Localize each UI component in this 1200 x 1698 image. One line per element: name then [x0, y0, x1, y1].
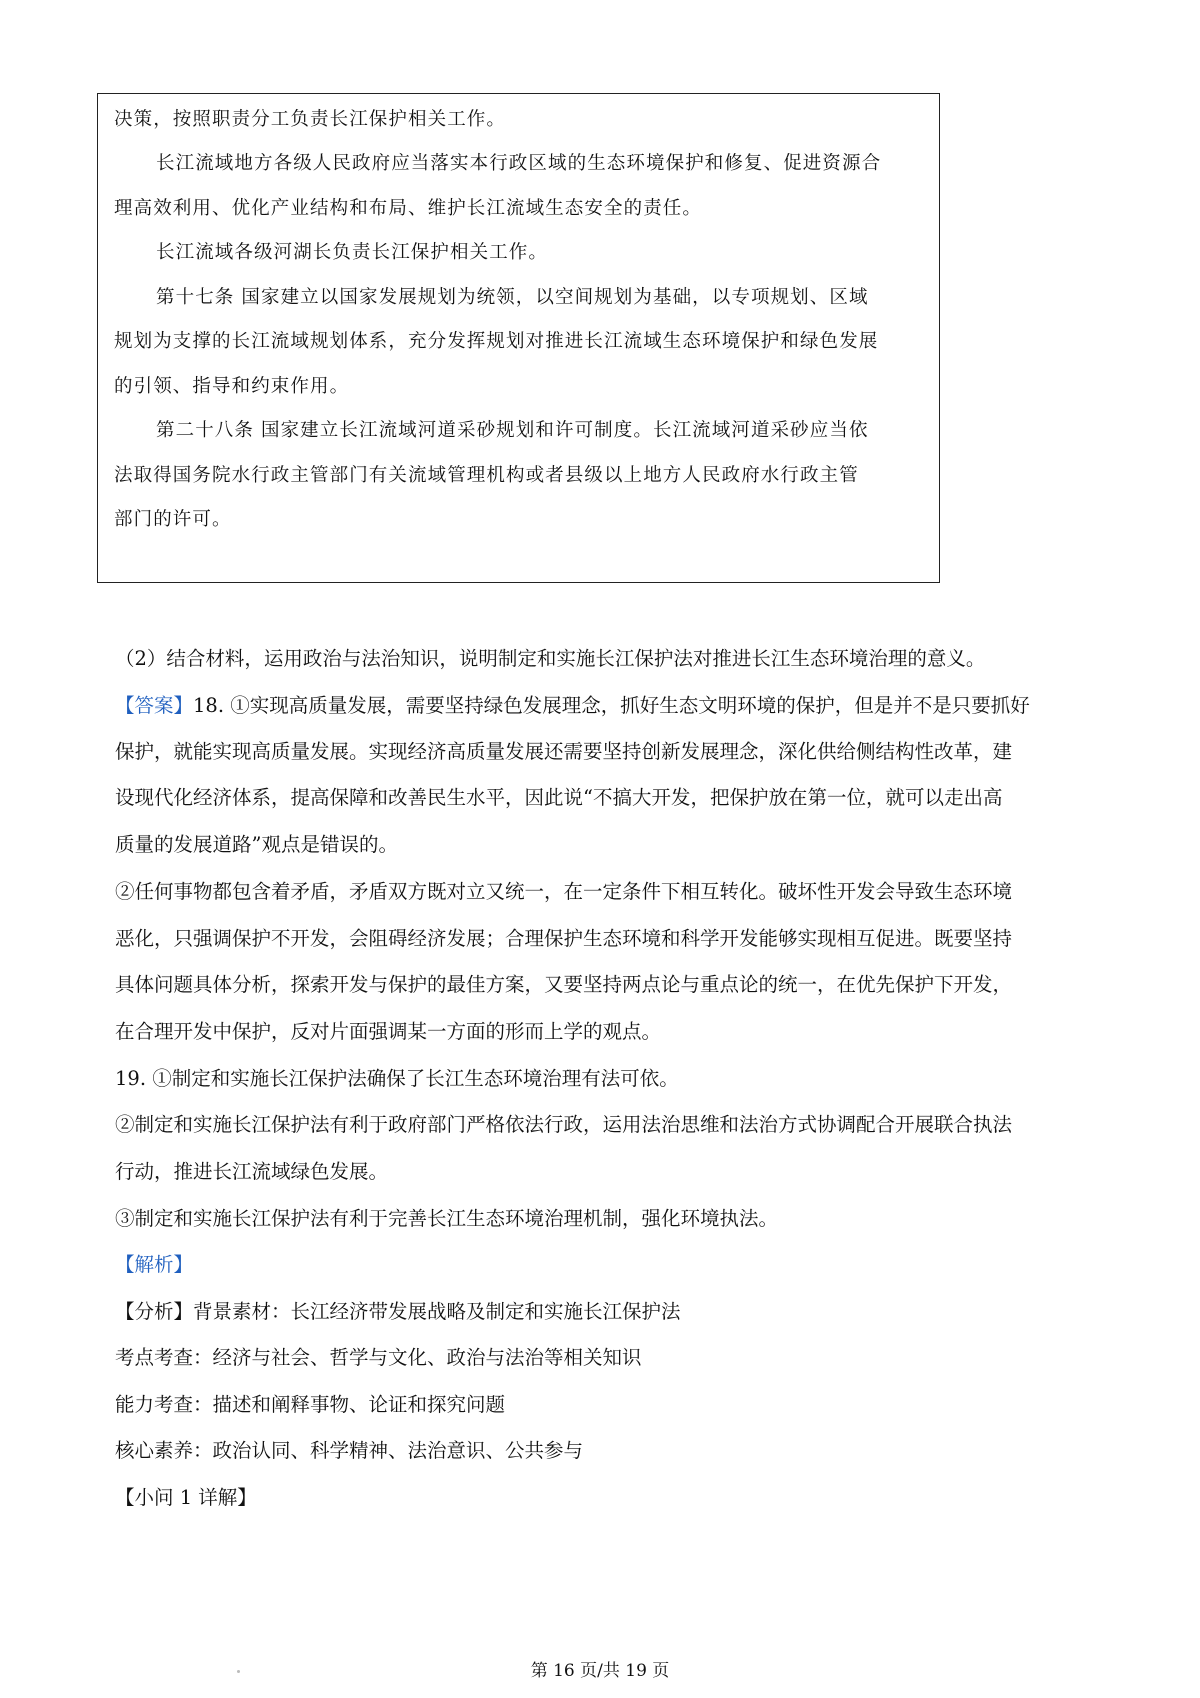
material-line: 长江流域地方各级人民政府应当落实本行政区域的生态环境保护和修复、促进资源合 [156, 153, 882, 174]
material-line: 规划为支撑的长江流域规划体系，充分发挥规划对推进长江流域生态环境保护和绿色发展 [114, 331, 879, 352]
answer-tag: 【答案】 [115, 694, 194, 717]
analysis-line: 【分析】背景素材：长江经济带发展战略及制定和实施长江保护法 [115, 1300, 681, 1323]
answer-18-line: 设现代化经济体系，提高保障和改善民生水平，因此说“不搞大开发，把保护放在第一位，就可以走出高 [115, 786, 1003, 809]
material-line: 第二十八条 国家建立长江流域河道采砂规划和许可制度。长江流域河道采砂应当依 [156, 420, 869, 441]
answer-19-line: 19. ①制定和实施长江保护法确保了长江生态环境治理有法可依。 [115, 1067, 679, 1090]
answer-19-line: ③制定和实施长江保护法有利于完善长江生态环境治理机制，强化环境执法。 [115, 1207, 779, 1230]
analysis-tag: 【解析】 [115, 1253, 194, 1276]
subquestion-heading: 【小问 1 详解】 [115, 1486, 257, 1509]
material-line: 第十七条 国家建立以国家发展规划为统领，以空间规划为基础，以专项规划、区域 [156, 287, 869, 308]
answer-18-line: 质量的发展道路”观点是错误的。 [115, 833, 398, 856]
answer-19-line: 行动，推进长江流域绿色发展。 [115, 1160, 389, 1183]
question-text: （2）结合材料，运用政治与法治知识，说明制定和实施长江保护法对推进长江生态环境治理的意义。 [115, 647, 986, 670]
analysis-line: 核心素养：政治认同、科学精神、法治意识、公共参与 [115, 1439, 584, 1462]
analysis-line: 考点考查：经济与社会、哲学与文化、政治与法治等相关知识 [115, 1346, 642, 1369]
answer-18-line: 具体问题具体分析，探索开发与保护的最佳方案，又要坚持两点论与重点论的统一，在优先保护下开发， [115, 973, 1013, 996]
answer-18-line [115, 690, 1030, 718]
answer-18-line: 保护，就能实现高质量发展。实现经济高质量发展还需要坚持创新发展理念，深化供给侧结构性改革，建 [115, 740, 1013, 763]
material-line: 的引领、指导和约束作用。 [114, 376, 350, 397]
answer-18-line: 在合理开发中保护，反对片面强调某一方面的形而上学的观点。 [115, 1020, 662, 1043]
material-line: 决策，按照职责分工负责长江保护相关工作。 [114, 109, 507, 130]
answer-18-line: ②任何事物都包含着矛盾，矛盾双方既对立又统一，在一定条件下相互转化。破坏性开发会导致生态环境 [115, 880, 1013, 903]
material-line: 长江流域各级河湖长负责长江保护相关工作。 [156, 242, 549, 263]
analysis-line: 能力考查：描述和阐释事物、论证和探究问题 [115, 1393, 506, 1416]
answer-18-text: 18. ①实现高质量发展，需要坚持绿色发展理念，抓好生态文明环境的保护，但是并不是只要抓好 [193, 694, 1030, 717]
material-box [97, 93, 940, 583]
answer-18-line: 恶化，只强调保护不开发，会阻碍经济发展；合理保护生态环境和科学开发能够实现相互促进。既要坚持 [115, 927, 1013, 950]
material-line: 法取得国务院水行政主管部门有关流域管理机构或者县级以上地方人民政府水行政主管 [114, 465, 859, 486]
material-line: 理高效利用、优化产业结构和布局、维护长江流域生态安全的责任。 [114, 198, 703, 219]
material-line: 部门的许可。 [114, 509, 232, 530]
answer-19-line: ②制定和实施长江保护法有利于政府部门严格依法行政，运用法治思维和法治方式协调配合开展联合执法 [115, 1113, 1013, 1136]
page-footer: 第 16 页/共 19 页 [530, 1661, 670, 1681]
